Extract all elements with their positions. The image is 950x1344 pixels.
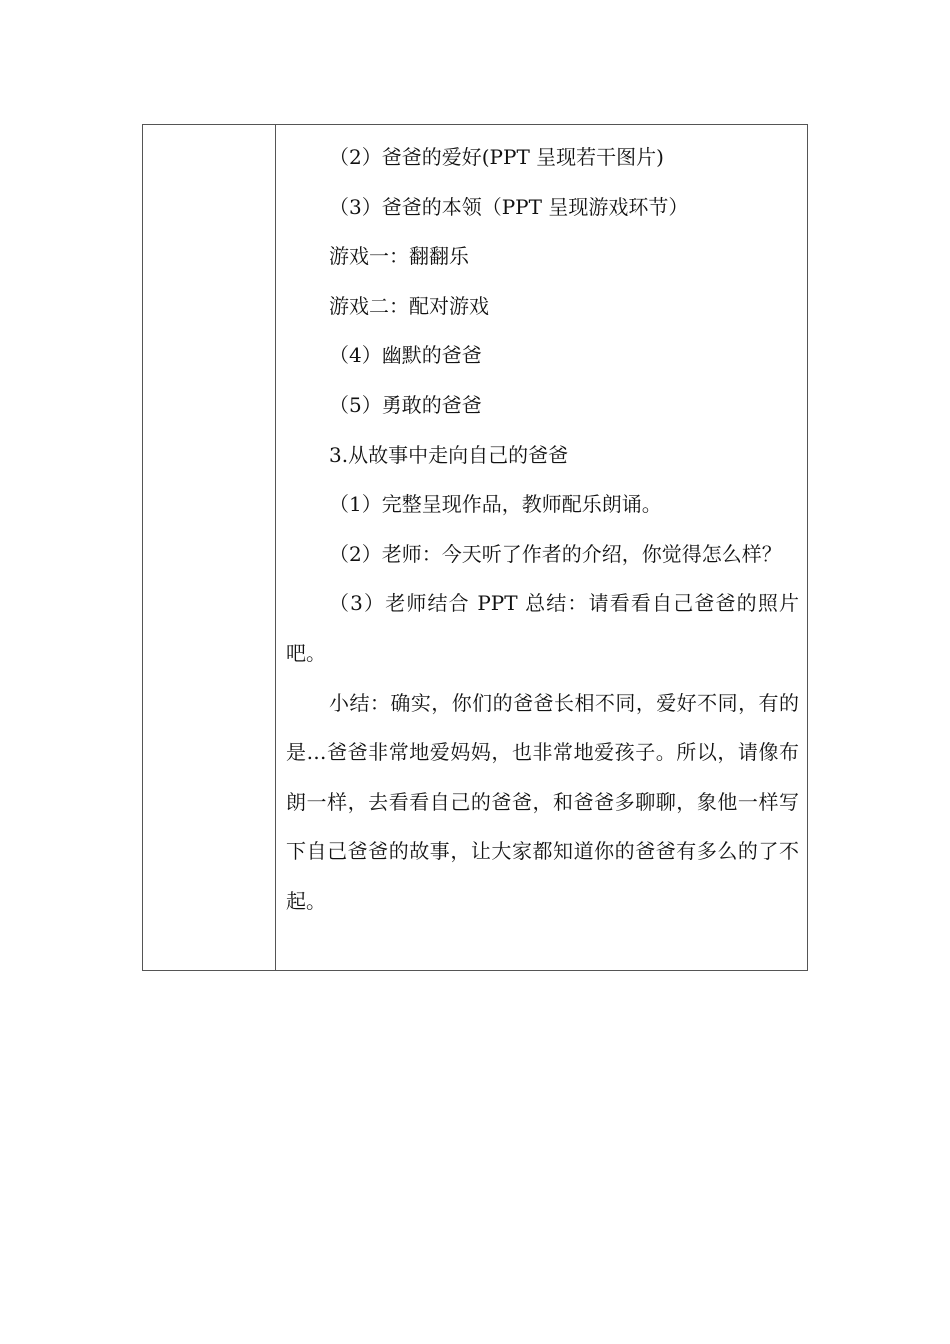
skill-step: （3）爸爸的本领（PPT 呈现游戏环节） (329, 194, 689, 219)
teacher-summary: （3）老师结合 PPT 总结：请看看自己爸爸的照片吧。 (286, 591, 799, 665)
hobby-step: （2）爸爸的爱好(PPT 呈现若干图片) (329, 145, 664, 169)
section-heading: 3.从故事中走向自己的爸爸 (329, 442, 569, 467)
brave-step: （5）勇敢的爸爸 (329, 392, 482, 417)
lesson-conclusion: 小结：确实，你们的爸爸长相不同，爱好不同，有的是…爸爸非常地爱妈妈，也非常地爱孩子。所以，请像布朗一样，去看看自己的爸爸，和爸爸多聊聊，象他一样写下自己爸爸的故事，让大家都知道你的爸爸有多么的了不起。 (286, 690, 799, 913)
recital-step: （1）完整呈现作品，教师配乐朗诵。 (329, 492, 662, 517)
table-left-cell (143, 125, 276, 970)
teacher-question: （2）老师：今天听了作者的介绍，你觉得怎么样？ (329, 541, 782, 566)
game-one: 游戏一：翻翻乐 (329, 244, 469, 269)
table-content-cell (276, 125, 807, 970)
lesson-table (142, 124, 808, 971)
game-two: 游戏二：配对游戏 (329, 293, 489, 318)
humor-step: （4）幽默的爸爸 (329, 343, 482, 368)
